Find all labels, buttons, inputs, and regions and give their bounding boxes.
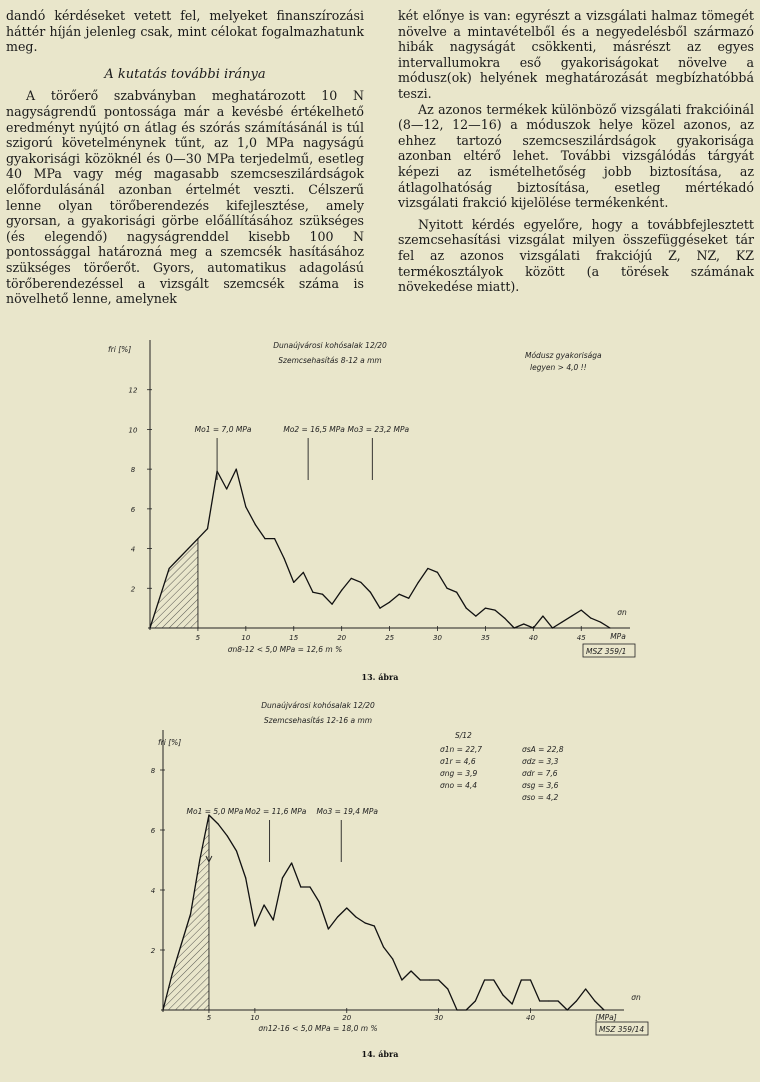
data-point [456, 592, 457, 593]
data-point [199, 859, 200, 860]
stamp-label: MSZ 359/14 [599, 1025, 645, 1034]
data-point [274, 538, 275, 539]
data-point [609, 627, 610, 628]
data-point [514, 627, 515, 628]
y-tick-label: 2 [150, 947, 156, 955]
data-point [420, 979, 421, 980]
data-point [521, 979, 522, 980]
data-point [346, 907, 347, 908]
data-point [466, 608, 467, 609]
mode-label: Mo2 = 16,5 MPa [283, 425, 345, 434]
data-point [418, 582, 419, 583]
figure-14 [0, 690, 760, 1078]
data-point [484, 979, 485, 980]
data-point [282, 877, 283, 878]
x-tick-label: 10 [250, 1014, 260, 1022]
data-point [159, 598, 160, 599]
frequency-chart-14 [0, 690, 760, 1078]
data-point [374, 925, 375, 926]
data-point [263, 904, 264, 905]
data-point [581, 610, 582, 611]
data-point [300, 886, 301, 887]
data-point [284, 558, 285, 559]
mode-label: Mo2 = 11,6 MPa [244, 807, 307, 816]
stat-value: σno = 4,4 [440, 781, 478, 790]
data-point [447, 988, 448, 989]
data-point [293, 582, 294, 583]
data-point [245, 877, 246, 878]
data-point [236, 469, 237, 470]
x-tick-label: 35 [480, 634, 490, 642]
data-point [571, 615, 572, 616]
mode-label: Mo3 = 23,2 MPa [347, 425, 410, 434]
data-point [273, 919, 274, 920]
data-point [446, 588, 447, 589]
text-column-left [6, 8, 364, 307]
note-text: legyen > 4,0 !! [530, 363, 587, 372]
data-point [322, 594, 323, 595]
x-tick-label: 5 [206, 1014, 212, 1022]
data-point [590, 617, 591, 618]
data-point [502, 994, 503, 995]
stamp-label: MSZ 359/1 [586, 647, 627, 656]
x-axis-symbol: σn [631, 993, 641, 1002]
footnote: σn8-12 < 5,0 MPa = 12,6 m % [227, 645, 343, 654]
data-point [603, 1009, 604, 1010]
y-axis-label: fri [%] [108, 345, 132, 354]
data-point [530, 979, 531, 980]
footnote: σn12-16 < 5,0 MPa = 18,0 m % [258, 1024, 378, 1033]
data-point [207, 528, 208, 529]
data-point [178, 558, 179, 559]
series-line [150, 469, 610, 628]
data-point [594, 1000, 595, 1001]
section-heading: A kutatás további iránya [104, 66, 266, 82]
data-point [410, 970, 411, 971]
data-point [149, 627, 150, 628]
y-tick-label: 4 [130, 545, 136, 554]
data-point [291, 862, 292, 863]
data-point [389, 602, 390, 603]
x-tick-label: 40 [528, 634, 538, 642]
y-tick-label: 8 [130, 466, 136, 475]
shaded-region [150, 539, 198, 628]
stat-value: σ1n = 22,7 [440, 745, 483, 754]
y-tick-label: 6 [150, 827, 156, 835]
data-point [485, 608, 486, 609]
stat-value: σsg = 3,6 [522, 781, 559, 790]
data-point [218, 823, 219, 824]
y-tick-label: 2 [130, 585, 136, 594]
paragraph: dandó kérdéseket vetett fel, melyeket finanszírozási háttér híján jelenleg csak, mint célokat fogalmazhatunk meg. [6, 8, 364, 55]
data-point [319, 901, 320, 902]
data-point [576, 1000, 577, 1001]
data-point [236, 850, 237, 851]
y-axis-label: fri [%] [158, 738, 182, 747]
x-tick-label: 30 [433, 634, 442, 642]
data-point [379, 608, 380, 609]
x-tick-label: 5 [195, 634, 201, 642]
data-point [172, 973, 173, 974]
x-tick-label: 30 [434, 1014, 444, 1022]
data-point [427, 568, 428, 569]
data-point [523, 623, 524, 624]
paragraph: A törőerő szabványban meghatározott 10 N nagyságrendű pontossága már a kevésbé értékelhető eredményt nyújtó σn átlag és szórás számításánál is túl szigorú követelménynek tűnt, az 1,0 MPa nagyságú gyakorisági közöknél és 0—30 MPa terjedelmű, esetleg 40 MPa vagy még magasabb szemcseszilárdságok előfordulásánál azonban értelmét veszti. Célszerű lenne olyan törőberendezés kifejlesztése, amely gyorsan, a gyakorisági görbe előállításához szükséges (és elegendő) nagyságrenddel kisebb 100 N pontossággal határozná meg a szemcsék hasításához szükséges törőerőt. Gyors, automatikus adagolású törőberendezéssel a vizsgált szemcsék száma is növelhető lenne, amelynek [6, 88, 364, 307]
chart-title: Dunaújvárosi kohósalak 12/20 [261, 701, 375, 710]
figure-13 [0, 330, 760, 690]
data-point [401, 979, 402, 980]
chart-subtitle: Szemcsehasítás 8-12 a mm [278, 356, 382, 365]
y-tick-label: 8 [150, 767, 156, 775]
chart-subtitle: Szemcsehasítás 12-16 a mm [263, 716, 373, 725]
data-point [360, 582, 361, 583]
stat-value: σsA = 22,8 [522, 745, 564, 754]
data-point [456, 1009, 457, 1010]
data-point [309, 886, 310, 887]
data-point [226, 488, 227, 489]
mode-label: Mo1 = 7,0 MPa [194, 425, 252, 434]
x-tick-label: 40 [526, 1014, 535, 1022]
data-point [245, 506, 246, 507]
stats-header: S/12 [455, 731, 472, 740]
text-column-right [398, 8, 754, 295]
y-tick-label: 6 [130, 505, 136, 514]
data-point [475, 1000, 476, 1001]
paragraph: Nyitott kérdés egyelőre, hogy a továbbfejlesztett szemcsehasítási vizsgálat milyen összefüggéseket tár fel az azonos vizsgálati frakciójú Z, NZ, KZ termékosztályok között (a törések számának növekedése miatt). [398, 216, 754, 295]
data-point [475, 615, 476, 616]
y-tick-label: 4 [150, 887, 156, 895]
paragraph: Az azonos termékek különböző vizsgálati frakcióinál (8—12, 12—16) a móduszok helye közel azonos, az ehhez tartozó szemcseszilárdságok gyakorisága azonban eltérő lehet. További vizsgálódás tárgyát képezi az ismételhetőség jobb biztosítása, az átlagolhatóság biztosítása, esetleg mértékadó vizsgálati frakció kijelölése termékenként. [398, 101, 754, 211]
note-text: Módusz gyakorisága [525, 351, 602, 360]
data-point [188, 548, 189, 549]
data-point [567, 1009, 568, 1010]
data-point [190, 913, 191, 914]
data-point [162, 1009, 163, 1010]
mode-label: Mo1 = 5,0 MPa [186, 807, 244, 816]
x-tick-label: 25 [385, 634, 395, 642]
data-point [548, 1000, 549, 1001]
data-point [370, 592, 371, 593]
data-point [429, 979, 430, 980]
stat-value: σ1r = 4,6 [440, 757, 476, 766]
x-axis-symbol: σn [617, 608, 627, 617]
x-tick-label: 15 [289, 634, 299, 642]
chart-title: Dunaújvárosi kohósalak 12/20 [273, 341, 387, 350]
mode-label: Mo3 = 19,4 MPa [316, 807, 379, 816]
data-point [399, 594, 400, 595]
data-point [355, 916, 356, 917]
x-tick-label: 20 [337, 634, 347, 642]
stat-value: σdr = 7,6 [522, 769, 558, 778]
data-point [264, 538, 265, 539]
data-point [438, 979, 439, 980]
data-point [392, 958, 393, 959]
stat-value: σdz = 3,3 [522, 757, 559, 766]
data-point [600, 621, 601, 622]
data-point [585, 988, 586, 989]
data-point [328, 928, 329, 929]
data-point [561, 621, 562, 622]
data-point [181, 943, 182, 944]
data-point [494, 610, 495, 611]
x-axis-label: MPa [610, 632, 626, 641]
data-point [512, 1003, 513, 1004]
data-point [539, 1000, 540, 1001]
data-point [493, 979, 494, 980]
data-point [365, 922, 366, 923]
data-point [351, 578, 352, 579]
data-point [197, 538, 198, 539]
paragraph: két előnye is van: egyrészt a vizsgálati halmaz tömegét növelve a mintavételből és a negyedelésből származó hibák nagyságát csökkenti, másrészt az egyes intervallumokra eső gyakoriságokat növelve a módusz(ok) helyének meghatározását megbízhatóbbá teszi. [398, 8, 754, 101]
data-point [533, 627, 534, 628]
y-tick-label: 10 [128, 426, 138, 435]
series-line [163, 815, 604, 1010]
data-point [542, 615, 543, 616]
data-point [227, 835, 228, 836]
data-point [504, 617, 505, 618]
data-point [557, 1000, 558, 1001]
data-point [341, 590, 342, 591]
data-point [169, 568, 170, 569]
data-point [254, 925, 255, 926]
y-tick-label: 12 [128, 386, 138, 395]
x-tick-label: 20 [342, 1014, 352, 1022]
x-axis-label: [MPa] [595, 1013, 617, 1022]
figure-caption: 14. ábra [361, 1049, 399, 1059]
data-point [466, 1009, 467, 1010]
data-point [337, 916, 338, 917]
x-tick-label: 10 [241, 634, 251, 642]
data-point [312, 592, 313, 593]
data-point [383, 946, 384, 947]
data-point [303, 572, 304, 573]
data-point [437, 572, 438, 573]
x-tick-label: 45 [576, 634, 586, 642]
stat-value: σso = 4,2 [522, 793, 559, 802]
stat-value: σng = 3,9 [440, 769, 478, 778]
data-point [331, 604, 332, 605]
figure-caption: 13. ábra [361, 672, 399, 682]
data-point [552, 627, 553, 628]
data-point [255, 524, 256, 525]
data-point [408, 598, 409, 599]
frequency-chart-13 [0, 330, 760, 690]
